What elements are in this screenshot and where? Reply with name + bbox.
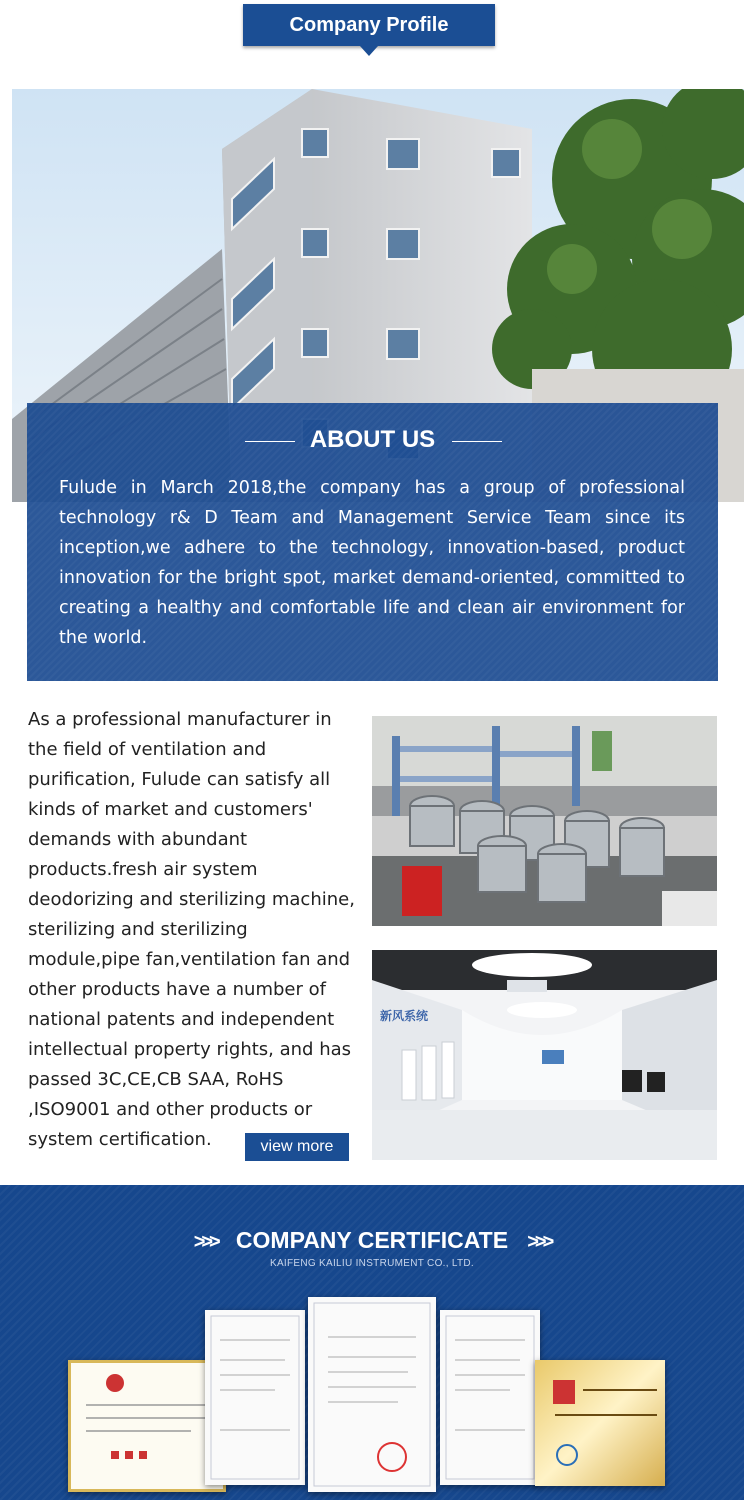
about-us-text: Fulude in March 2018,the company has a group of professional technology r& D Team and Management Service Team since its inception,we adhere to the technology, innovation-based, product innovation for the bright spot, market demand-oriented, committed to creating a healthy and comfortable life and clean air environment for the world.	[59, 478, 685, 648]
certificate-image-5	[535, 1360, 665, 1486]
view-more-button[interactable]: view more	[245, 1133, 349, 1161]
company-profile-tab: Company Profile	[243, 4, 495, 46]
tab-pointer	[360, 46, 378, 56]
certificate-title-text: COMPANY CERTIFICATE	[235, 1227, 509, 1253]
certificate-subtitle: KAIFENG KAILIU INSTRUMENT CO., LTD.	[269, 1258, 475, 1269]
showroom-photo	[372, 950, 717, 1160]
certificate-image-2	[205, 1310, 305, 1485]
certificate-section	[0, 1185, 744, 1500]
certificate-image-1	[68, 1360, 226, 1492]
factory-photo	[372, 716, 717, 926]
company-intro-text: As a professional manufacturer in the field of ventilation and purification, Fulude can satisfy all kinds of market and customers' demands with abundant products.fresh air system deodorizing and sterilizing machine, sterilizing and sterilizing module,pipe fan,ventilation fan and other products have a number of national patents and independent intellectual property rights, and has passed 3C,CE,CB SAA, RoHS ,ISO9001 and other products or system certification.	[28, 709, 355, 1150]
svg-text:新风系统: 新风系统	[380, 1009, 429, 1023]
certificate-title	[0, 1227, 744, 1254]
certificate-image-3	[308, 1297, 436, 1492]
about-us-title: ABOUT US	[309, 426, 436, 453]
about-us-panel	[27, 403, 718, 681]
chevrons-right-icon: >>>	[527, 1231, 551, 1253]
chevrons-left-icon: >>>	[193, 1231, 217, 1253]
title-rule-right	[452, 441, 502, 442]
certificate-image-4	[440, 1310, 540, 1485]
